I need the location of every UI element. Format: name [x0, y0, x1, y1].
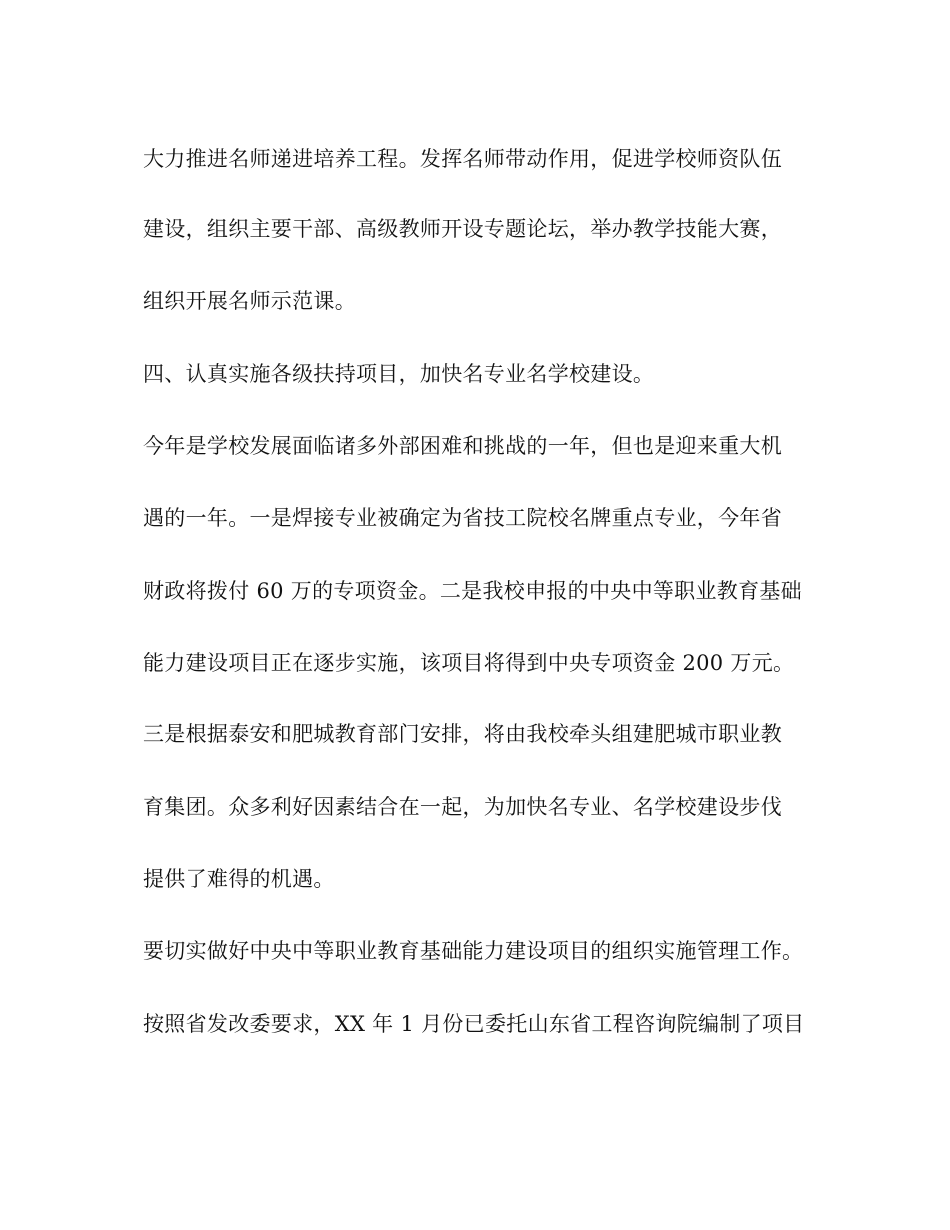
text-line: 要切实做好中央中等职业教育基础能力建设项目的组织实施管理工作。 [143, 939, 804, 963]
text-line: 财政将拨付 60 万的专项资金。二是我校申报的中央中等职业教育基础 [143, 579, 802, 603]
text-line: 组织开展名师示范课。 [143, 289, 356, 313]
text-line: 按照省发改委要求，XX 年 1 月份已委托山东省工程咨询院编制了项目 [143, 1012, 805, 1036]
section-heading: 四、认真实施各级扶持项目，加快名专业名学校建设。 [143, 362, 655, 386]
text-line: 能力建设项目正在逐步实施，该项目将得到中央专项资金 200 万元。 [143, 651, 795, 675]
text-line: 三是根据泰安和肥城教育部门安排，将由我校牵头组建肥城市职业教 [143, 722, 782, 746]
text-line: 大力推进名师递进培养工程。发挥名师带动作用，促进学校师资队伍 [143, 147, 782, 171]
text-line: 建设，组织主要干部、高级教师开设专题论坛，举办教学技能大赛， [143, 217, 782, 241]
text-line: 遇的一年。一是焊接专业被确定为省技工院校名牌重点专业，今年省 [143, 506, 782, 530]
text-line: 今年是学校发展面临诸多外部困难和挑战的一年，但也是迎来重大机 [143, 434, 782, 458]
text-line: 提供了难得的机遇。 [143, 867, 335, 891]
text-line: 育集团。众多利好因素结合在一起，为加快名专业、名学校建设步伐 [143, 795, 782, 819]
